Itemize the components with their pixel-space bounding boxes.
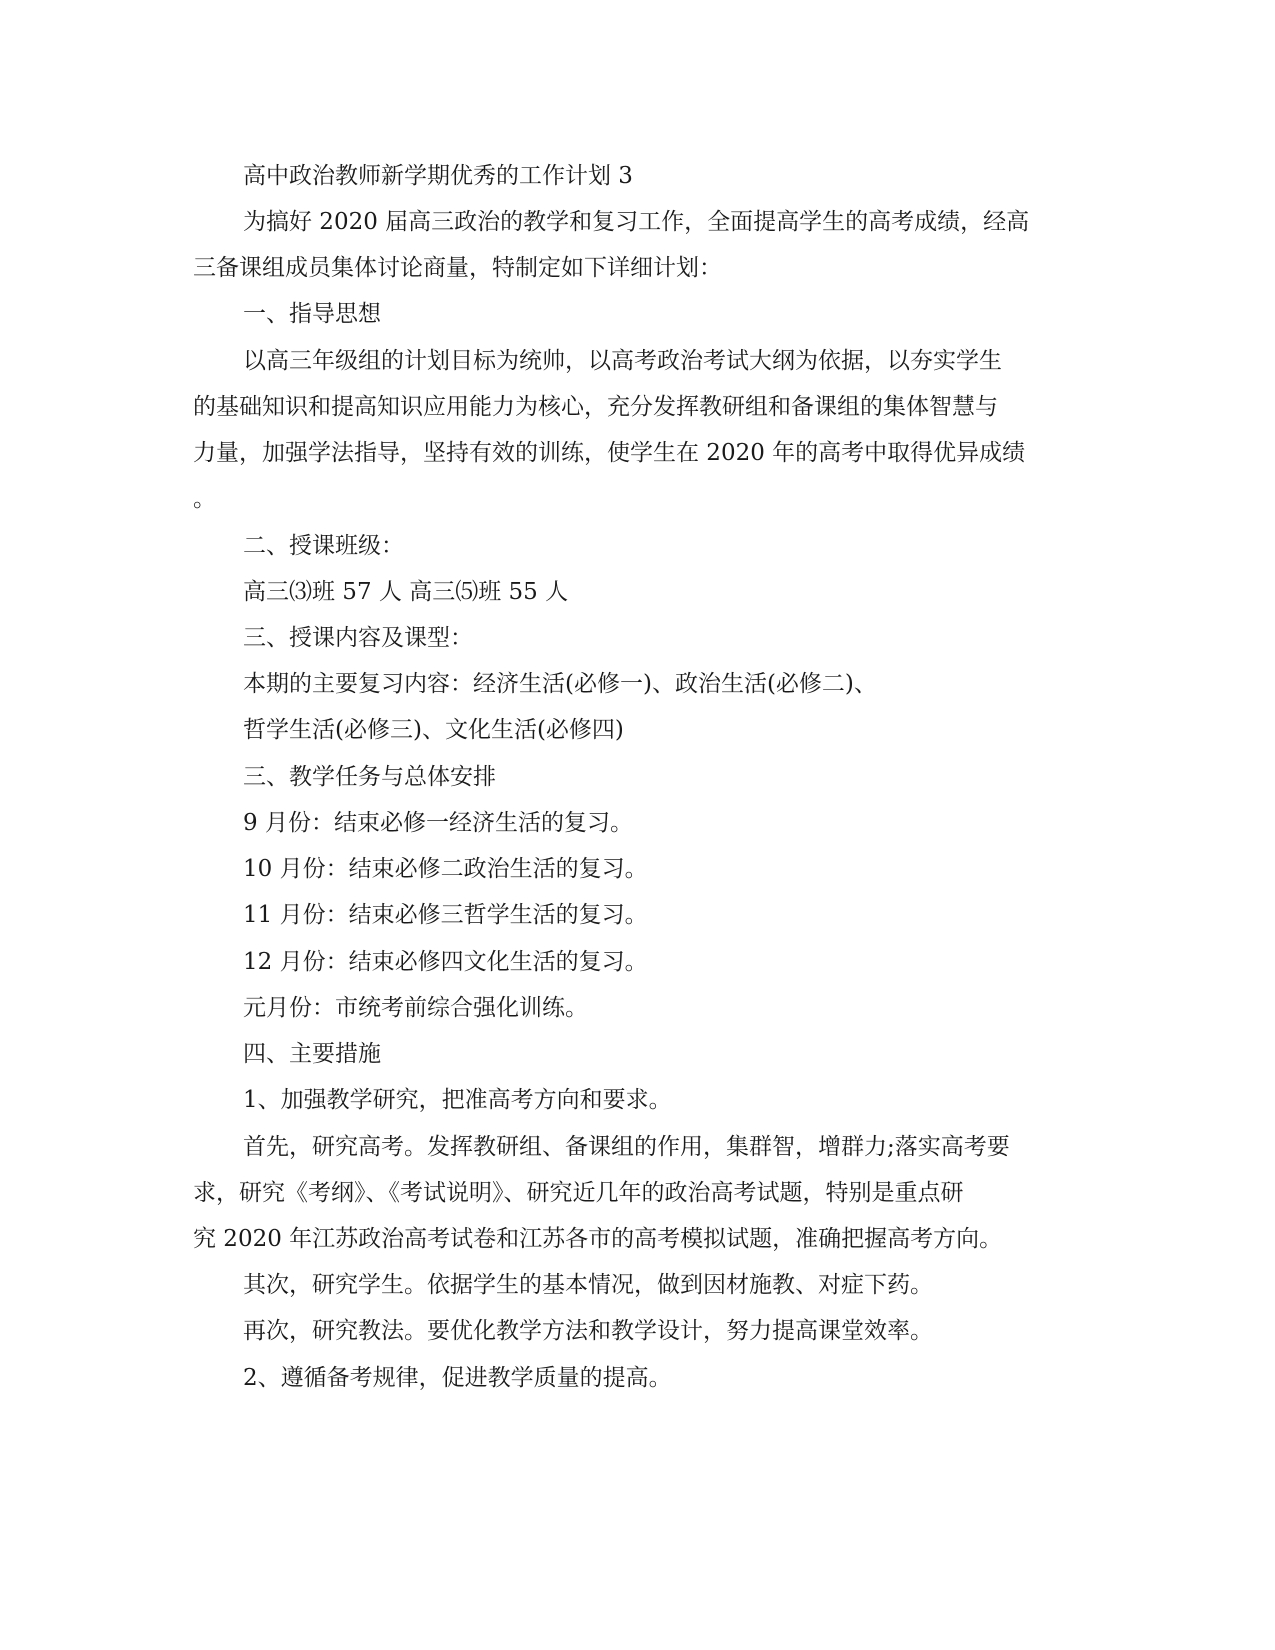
content-line: 哲学生活(必修三)、文化生活(必修四) [243,717,624,743]
guide-paragraph-line: 力量，加强学法指导，坚持有效的训练，使学生在 2020 年的高考中取得优异成绩 [193,440,1026,466]
guide-paragraph-line: 。 [193,486,216,512]
classes-line: 高三⑶班 57 人 高三⑸班 55 人 [243,579,569,605]
schedule-item: 10 月份：结束必修二政治生活的复习。 [243,856,648,882]
measure-paragraph-line: 再次，研究教法。要优化教学方法和教学设计，努力提高课堂效率。 [243,1318,933,1344]
content-line: 本期的主要复习内容：经济生活(必修一)、政治生活(必修二)、 [243,671,877,697]
document-title: 高中政治教师新学期优秀的工作计划 3 [243,163,633,189]
guide-paragraph-line: 以高三年级组的计划目标为统帅，以高考政治考试大纲为依据，以夯实学生 [243,348,1002,374]
guide-paragraph-line: 的基础知识和提高知识应用能力为核心，充分发挥教研组和备课组的集体智慧与 [193,394,998,420]
section-heading-measures: 四、主要措施 [243,1041,381,1067]
schedule-item: 12 月份：结束必修四文化生活的复习。 [243,949,648,975]
schedule-item: 元月份：市统考前综合强化训练。 [243,995,588,1021]
measure-paragraph-line: 求，研究《考纲》、《考试说明》、研究近几年的政治高考试题，特别是重点研 [193,1180,964,1206]
section-heading-classes: 二、授课班级： [243,533,404,559]
intro-paragraph-line: 三备课组成员集体讨论商量，特制定如下详细计划： [193,255,722,281]
section-heading-schedule: 三、教学任务与总体安排 [243,764,496,790]
measure-item: 2、遵循备考规律，促进教学质量的提高。 [243,1365,672,1391]
measure-paragraph-line: 究 2020 年江苏政治高考试卷和江苏各市的高考模拟试题，准确把握高考方向。 [193,1226,1003,1252]
schedule-item: 9 月份：结束必修一经济生活的复习。 [243,810,633,836]
section-heading-guiding: 一、指导思想 [243,301,381,327]
measure-paragraph-line: 首先，研究高考。发挥教研组、备课组的作用，集群智，增群力;落实高考要 [243,1134,1010,1160]
intro-paragraph-line: 为搞好 2020 届高三政治的教学和复习工作，全面提高学生的高考成绩，经高 [243,209,1030,235]
measure-item: 1、加强教学研究，把准高考方向和要求。 [243,1087,672,1113]
section-heading-content: 三、授课内容及课型： [243,625,473,651]
measure-paragraph-line: 其次，研究学生。依据学生的基本情况，做到因材施教、对症下药。 [243,1272,933,1298]
schedule-item: 11 月份：结束必修三哲学生活的复习。 [243,902,648,928]
